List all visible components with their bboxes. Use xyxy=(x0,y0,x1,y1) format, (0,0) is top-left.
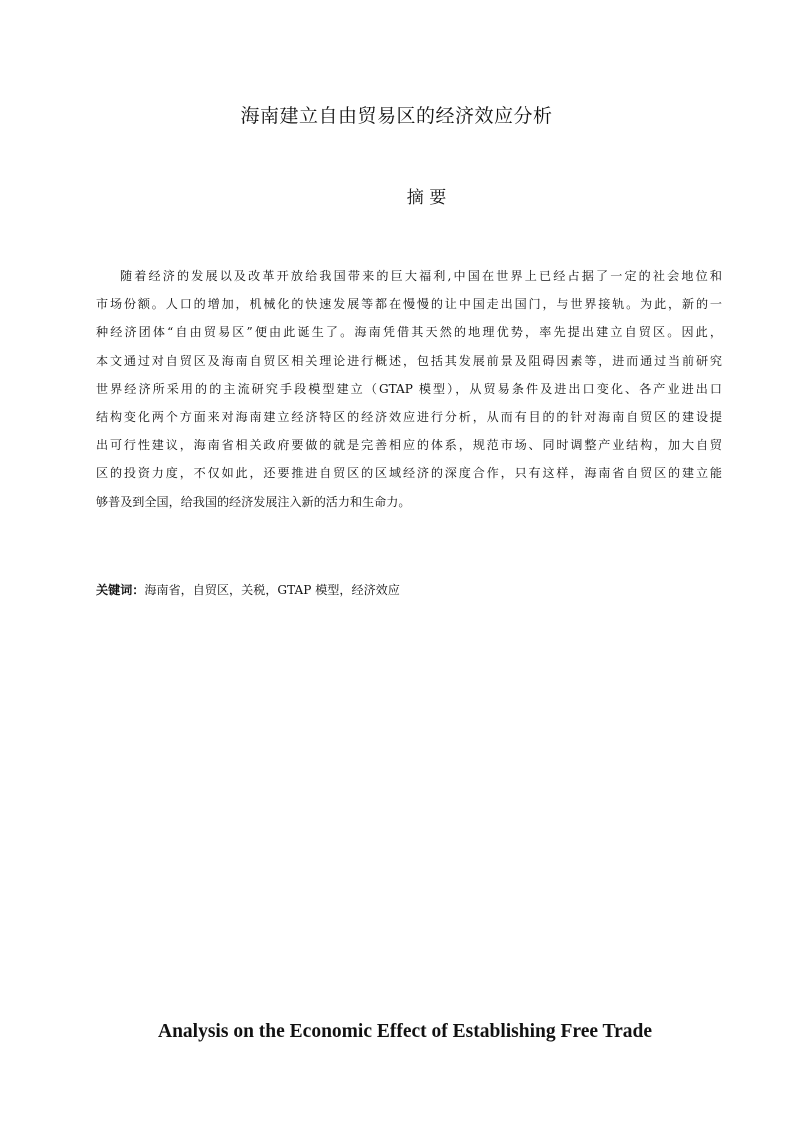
abstract-line: 本文通过对自贸区及海南自贸区相关理论进行概述，包括其发展前景及阻碍因素等，进而通过当前研究 xyxy=(96,353,722,368)
abstract-line: 够普及到全国，给我国的经济发展注入新的活力和生命力。 xyxy=(96,494,411,509)
abstract-line: 出可行性建议，海南省相关政府要做的就是完善相应的体系，规范市场、同时调整产业结构，加大自贸 xyxy=(96,438,722,453)
page-title: 海南建立自由贸易区的经济效应分析 xyxy=(240,105,553,127)
abstract-line: 市场份额。人口的增加，机械化的快速发展等都在慢慢的让中国走出国门，与世界接轨。为此，新的一 xyxy=(96,297,722,312)
abstract-line: 区的投资力度，不仅如此，还要推进自贸区的区域经济的深度合作，只有这样，海南省自贸区的建立能 xyxy=(96,466,722,481)
abstract-line: 种经济团体“自由贸易区”便由此诞生了。海南凭借其天然的地理优势，率先提出建立自贸区。因此， xyxy=(96,325,722,340)
english-title: Analysis on the Economic Effect of Establishing Free Trade xyxy=(158,1021,652,1042)
abstract-line: 结构变化两个方面来对海南建立经济特区的经济效应进行分析，从而有目的的针对海南自贸区的建设提 xyxy=(96,409,722,424)
abstract-line: 随着经济的发展以及改革开放给我国带来的巨大福利,中国在世界上已经占据了一定的社会地位和 xyxy=(120,269,722,283)
abstract-body xyxy=(96,262,722,516)
keywords xyxy=(96,578,400,602)
keywords-label: 关键词： xyxy=(96,583,145,597)
abstract-line: 世界经济所采用的的主流研究手段模型建立（GTAP 模型），从贸易条件及进出口变化、各产业进出口 xyxy=(96,381,722,396)
abstract-heading: 摘 要 xyxy=(406,188,447,208)
keywords-text: 海南省，自贸区，关税，GTAP 模型，经济效应 xyxy=(144,583,400,597)
